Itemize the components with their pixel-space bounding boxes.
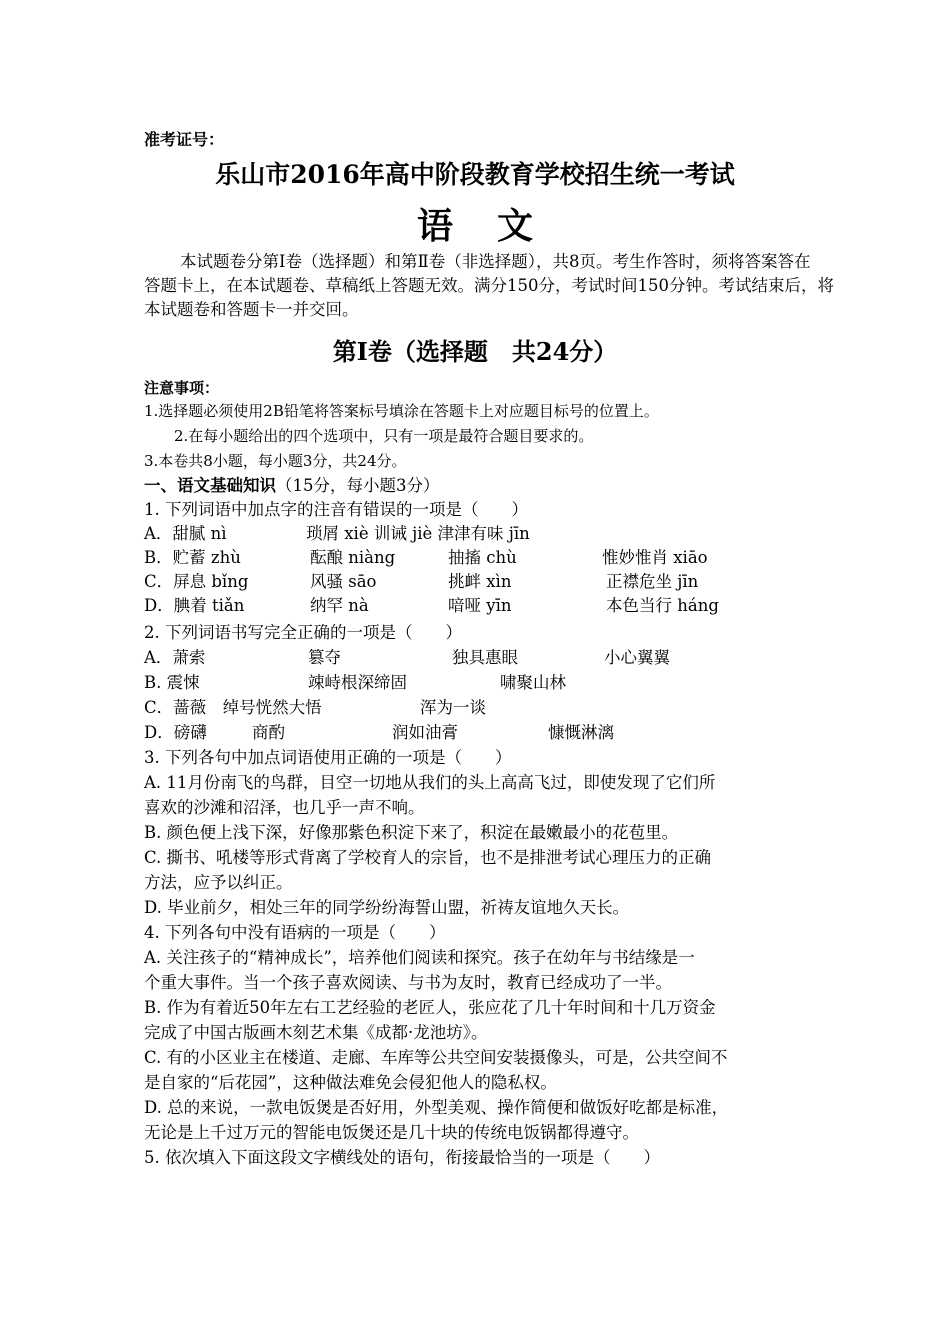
intro-line-2: 答题卡上，在本试题卷、草稿纸上答题无效。满分150分，考试时间150分钟。考试结束后，将 [144,276,834,295]
q1-c-opt-2: 风骚 sāo [310,572,377,591]
q4-line-1: A. 关注孩子的“精神成长”，培养他们阅读和探究。孩子在幼年与书结缘是一 [144,948,695,967]
q4-stem: 4. 下列各句中没有语病的一项是（ ） [144,923,446,942]
q2-a-opt-1: A．萧索 [144,648,206,667]
exam-id-label: 准考证号： [144,130,225,149]
q2-d-opt-2: 商酌 [252,723,285,742]
q2-d-opt-4: 慷慨淋漓 [548,723,614,742]
q1-c-opt-4: 正襟危坐 jīn [606,572,699,591]
q3-line-2: 喜欢的沙滩和沼泽，也几乎一声不响。 [144,798,425,817]
q1-stem: 1. 下列词语中加点字的注音有错误的一项是（ ） [144,500,528,519]
q1-d-opt-4: 本色当行 háng [606,596,719,615]
section1-heading-bold: 一、语文基础知识 [144,476,276,495]
q3-line-4: C. 撕书、吼楼等形式背离了学校育人的宗旨，也不是排泄考试心理压力的正确 [144,848,712,867]
q3-line-5: 方法，应予以纠正。 [144,873,293,892]
q2-d-opt-3: 润如油膏 [392,723,458,742]
q2-b-opt-1: B. 震悚 [144,673,200,692]
section1-heading-rest: （15分，每小题3分） [276,476,440,495]
q4-line-2: 个重大事件。当一个孩子喜欢阅读、与书为友时，教育已经成功了一半。 [144,973,672,992]
part1-title: 第Ⅰ卷（选择题 共24分） [332,337,618,366]
intro-line-1: 本试题卷分第Ⅰ卷（选择题）和第Ⅱ卷（非选择题），共8页。考生作答时，须将答案答在 [180,252,811,271]
q4-line-8: 无论是上千过万元的智能电饭煲还是几十块的传统电饭锅都得遵守。 [144,1123,639,1142]
q2-a-opt-2: 篡夺 [308,648,341,667]
q1-a-opt-2: 琐屑 xiè 训诫 jiè 津津有味 jīn [306,524,530,543]
q1-d-opt-1: D．腆着 tiǎn [144,596,245,615]
q4-line-3: B. 作为有着近50年左右工艺经验的老匠人，张应花了几十年时间和十几万资金 [144,998,716,1017]
q1-b-opt-2: 酝酿 niàng [310,548,396,567]
q1-c-opt-3: 挑衅 xìn [448,572,512,591]
q2-a-opt-3: 独具惠眼 [452,648,518,667]
q1-b-opt-4: 惟妙惟肖 xiāo [602,548,708,567]
intro-line-3: 本试题卷和答题卡一并交回。 [144,300,359,319]
q2-b-opt-3: 啸聚山林 [500,673,566,692]
notes-heading: 注意事项： [144,379,220,397]
q3-line-3: B. 颜色便上浅下深，好像那紫色积淀下来了，积淀在最嫩最小的花苞里。 [144,823,679,842]
note-item-1: 1.选择题必须使用2B铅笔将答案标号填涂在答题卡上对应题目标号的位置上。 [144,402,659,420]
exam-title: 乐山市2016年高中阶段教育学校招生统一考试 [215,160,735,189]
q2-b-opt-2: 竦峙根深缔固 [308,673,407,692]
q5-stem: 5. 依次填入下面这段文字横线处的语句，衔接最恰当的一项是（ ） [144,1148,660,1167]
q3-line-1: A. 11月份南飞的鸟群，目空一切地从我们的头上高高飞过，即使发现了它们所 [144,773,716,792]
q1-b-opt-1: B．贮蓄 zhù [144,548,241,567]
q2-c-opt-2: 浑为一谈 [420,698,486,717]
q4-line-4: 完成了中国古版画木刻艺术集《成都·龙池坊》。 [144,1023,488,1042]
q2-a-opt-4: 小心翼翼 [604,648,670,667]
q2-stem: 2. 下列词语书写完全正确的一项是（ ） [144,623,462,642]
q4-line-6: 是自家的“后花园”，这种做法难免会侵犯他人的隐私权。 [144,1073,557,1092]
q3-stem: 3. 下列各句中加点词语使用正确的一项是（ ） [144,748,512,767]
note-item-3: 3.本卷共8小题，每小题3分，共24分。 [144,452,407,470]
subject-title: 语文 [416,205,577,247]
q1-d-opt-2: 纳罕 nà [310,596,369,615]
q1-c-opt-1: C．屏息 bǐng [144,572,249,591]
q2-c-opt-1: C．蔷薇 绰号恍然大悟 [144,698,322,717]
q4-line-7: D. 总的来说，一款电饭煲是否好用，外型美观、操作简便和做饭好吃都是标准， [144,1098,729,1117]
q3-line-6: D. 毕业前夕，相处三年的同学纷纷海誓山盟，祈祷友谊地久天长。 [144,898,630,917]
q1-a-opt-1: A．甜腻 nì [144,524,227,543]
note-item-2: 2.在每小题给出的四个选项中，只有一项是最符合题目要求的。 [174,427,594,445]
q4-line-5: C. 有的小区业主在楼道、走廊、车库等公共空间安装摄像头，可是，公共空间不 [144,1048,728,1067]
q1-b-opt-3: 抽搐 chù [448,548,517,567]
q2-d-opt-1: D．磅礴 [144,723,207,742]
q1-d-opt-3: 喑哑 yīn [448,596,512,615]
section1-heading [144,474,440,498]
